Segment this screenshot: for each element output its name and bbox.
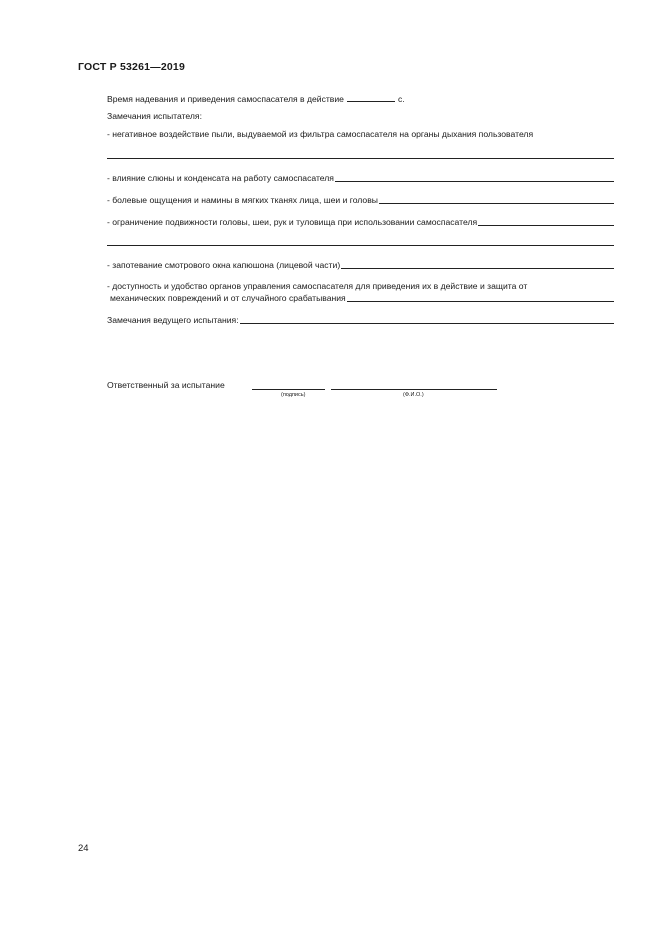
page-number: 24 [78,843,89,854]
remark-mobility-label: - ограничение подвижности головы, шеи, рук и туловища при использовании самоспасателя [107,217,478,227]
remark-fogging-line[interactable] [341,268,614,269]
remark-dust [107,129,614,139]
remark-fogging [107,258,614,270]
remark-controls-row-2 [110,291,614,303]
remark-pain [107,193,614,205]
time-line-suffix: с. [397,94,405,104]
name-caption: (Ф.И.О.) [403,392,424,398]
remark-fogging-label: - запотевание смотрового окна капюшона (лицевой части) [107,260,341,270]
tester-remarks-label: Замечания испытателя: [107,111,202,121]
remark-pain-line[interactable] [379,203,614,204]
remark-controls-line[interactable] [347,301,614,302]
remark-controls-label-1: - доступность и удобство органов управления самоспасателя для приведения их в действие и защита от [107,281,528,291]
document-header: ГОСТ Р 53261—2019 [78,61,186,73]
time-line [107,92,405,104]
time-blank[interactable] [347,92,395,102]
remark-mobility-line-2[interactable] [107,245,614,246]
lead-remarks-label: Замечания ведущего испытания: [107,315,239,325]
lead-remarks-line[interactable] [240,323,614,324]
remark-saliva [107,171,614,183]
remark-controls-label-2: механических повреждений и от случайного срабатывания [110,293,346,303]
responsible-label: Ответственный за испытание [107,380,225,390]
lead-remarks [107,313,614,325]
remark-saliva-line[interactable] [335,181,614,182]
remark-mobility [107,215,614,227]
remark-controls [107,281,614,291]
remark-mobility-line[interactable] [478,225,614,226]
remark-pain-label: - болевые ощущения и намины в мягких тканях лица, шеи и головы [107,195,378,205]
signature-line[interactable] [252,389,325,390]
remark-dust-label: - негативное воздействие пыли, выдуваемой из фильтра самоспасателя на органы дыхания пользователя [107,129,534,139]
remark-dust-line[interactable] [107,158,614,159]
name-line[interactable] [331,389,497,390]
signature-caption: (подпись) [281,392,306,398]
remark-saliva-label: - влияние слюны и конденсата на работу самоспасателя [107,173,334,183]
time-line-prefix: Время надевания и приведения самоспасателя в действие [107,94,344,104]
